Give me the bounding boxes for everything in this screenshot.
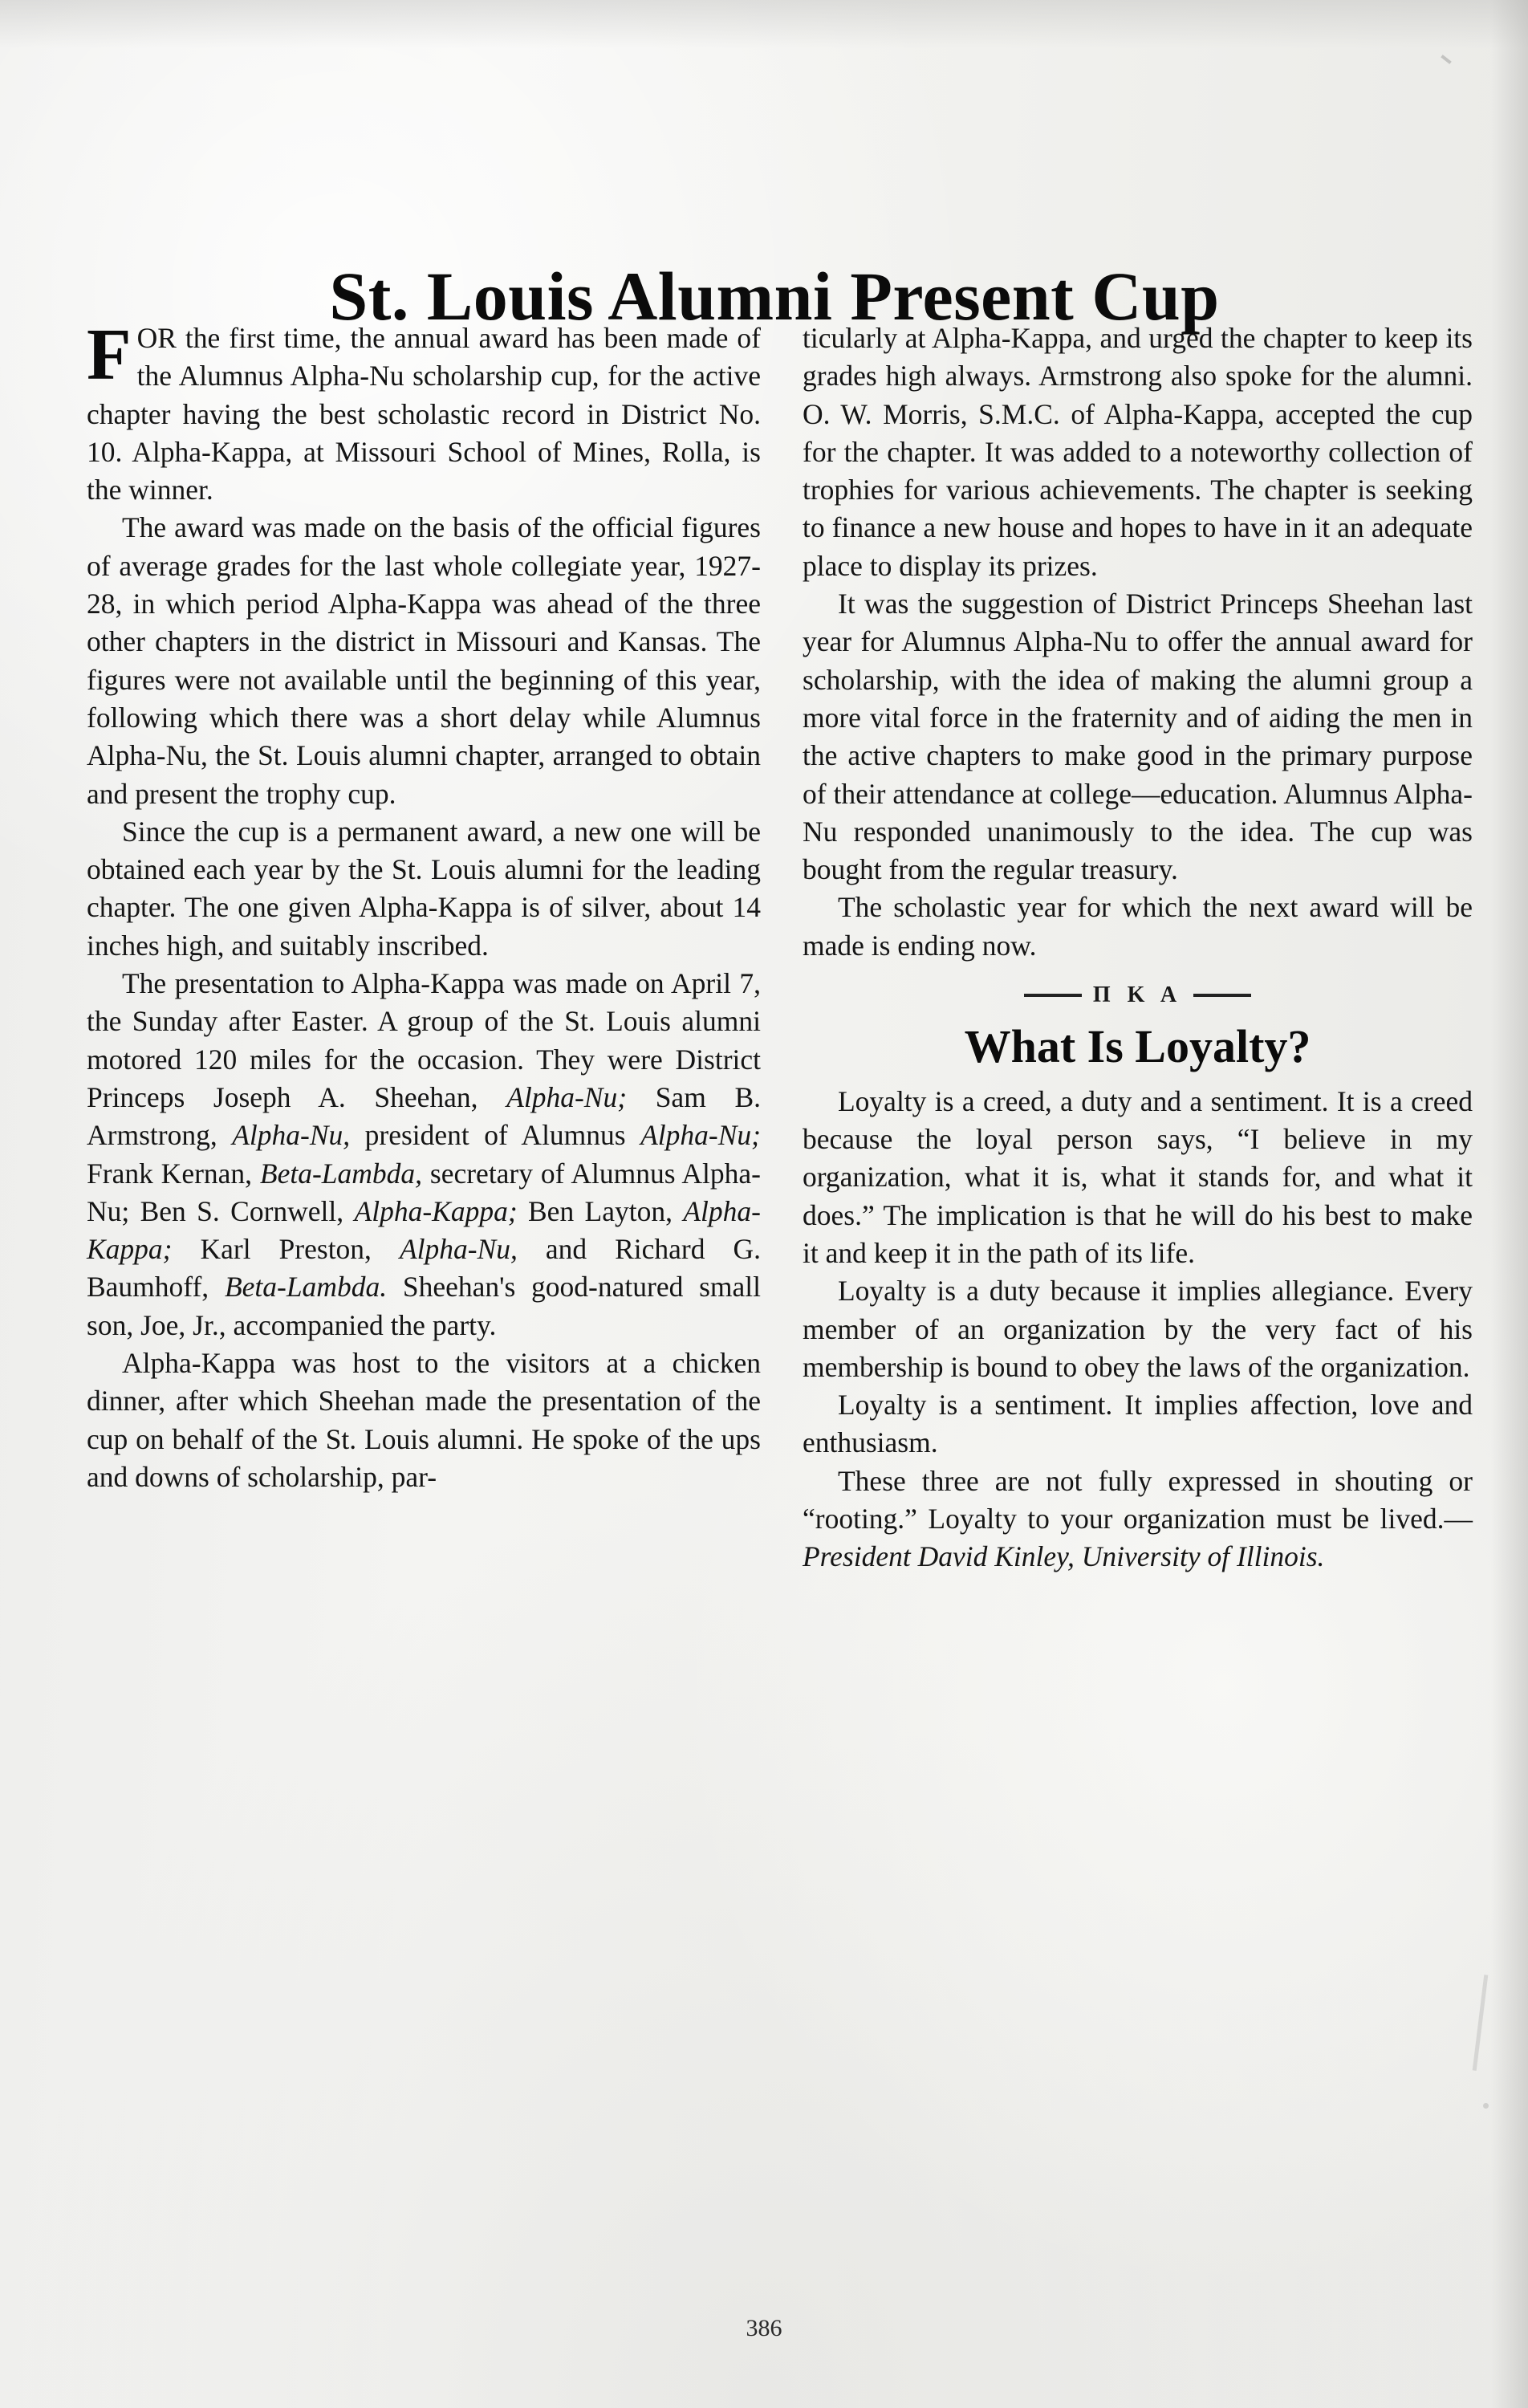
paragraph xyxy=(87,813,761,965)
paragraph-roster xyxy=(87,965,761,1344)
roster-lead-text: The presentation to Alpha-Kappa was made on April 7, the Sunday after Easter. A group of the St. Louis alumni motored 120 miles for the occasion. They were District Princeps Joseph A. Sheehan, xyxy=(87,967,761,1113)
chapter-name: Alpha-Nu; xyxy=(506,1080,628,1113)
divider-rule-left xyxy=(1024,994,1082,997)
scan-speck xyxy=(1483,2103,1489,2109)
article-column-left xyxy=(87,314,762,1496)
section-title-loyalty: What Is Loyalty? xyxy=(964,1020,1311,1073)
roster-text: Sheehan's good-natured small son, Joe, Jr., accompanied the party. xyxy=(87,1271,761,1341)
roster-text: Frank Kernan, xyxy=(87,1157,260,1190)
paragraph-text: The award was made on the basis of the official figures of average grades for the last whole collegiate year, 1927-28, in which period Alpha-Kappa was ahead of the three other chapters in the district in Missouri and Kansas. The figures were not available until the beginning of this year, following which there was a short delay while Alumnus Alpha-Nu, the St. Louis alumni chapter, arranged to obtain and present the trophy cup. xyxy=(87,511,761,810)
paragraph-closing xyxy=(87,1344,761,1496)
roster-text: Sam B. Armstrong, xyxy=(87,1080,761,1152)
article-column-right xyxy=(803,319,1473,1576)
roster-text: Ben Layton, xyxy=(517,1194,684,1227)
scan-shadow-right xyxy=(1491,0,1528,2408)
chapter-name: Alpha-Nu; xyxy=(640,1119,761,1152)
paragraph-text: ticularly at Alpha-Kappa, and urged the chapter to keep its grades high always. Armstrong also spoke for the alumni. O. W. Morris, S.M.C. of Alpha-Kappa, accepted the cup for the chapter. It was added to a noteworthy collection of trophies for various achievements. The chapter is seeking to finance a new house and hopes to have in it an adequate place to display its prizes. xyxy=(803,322,1473,582)
scan-speck xyxy=(1473,1975,1489,2071)
paragraph xyxy=(803,1083,1473,1272)
attribution-text: President David Kinley, University of Illinois. xyxy=(803,1540,1325,1573)
paragraph-text: It was the suggestion of District Princeps Sheehan last year for Alumnus Alpha-Nu to offer the annual award for scholarship, with the idea of making the alumni group a more vital force in the fraternity and of aiding the men in the active chapters to make good in the primary purpose of their attendance at college—education. Alumnus Alpha-Nu responded unanimously to the idea. The cup was bought from the regular treasury. xyxy=(803,588,1473,886)
paragraph-text: Loyalty is a duty because it implies allegiance. Every member of an organization by the very fact of his membership is bound to obey the laws of the organization. xyxy=(803,1275,1473,1383)
paragraph xyxy=(87,509,761,812)
scan-speck xyxy=(1441,55,1451,64)
paragraph-text: OR the first time, the annual award has been made of the Alumnus Alpha-Nu scholarship cup, for the active chapter having the best scholastic record in District No. 10. Alpha-Kappa, at Missouri School of Mines, Rolla, is the winner. xyxy=(87,322,761,506)
paragraph-lead xyxy=(87,314,761,509)
paragraph xyxy=(803,585,1473,889)
scan-shadow-top xyxy=(0,0,1528,48)
page-title: St. Louis Alumni Present Cup xyxy=(329,257,1220,335)
chapter-name: Beta-Lambda. xyxy=(224,1271,388,1304)
paragraph-attribution xyxy=(803,1462,1473,1576)
paragraph xyxy=(803,889,1473,965)
paragraph-text: Alpha-Kappa was host to the visitors at a chicken dinner, after which Sheehan made the presentation of the cup on behalf of the St. Louis alumni. He spoke of the ups and downs of scholarship, par- xyxy=(87,1347,761,1493)
roster-text: and Richard G. Baumhoff, xyxy=(87,1233,761,1304)
paragraph-text: Loyalty is a sentiment. It implies affection, love and enthusiasm. xyxy=(803,1389,1473,1459)
paragraph xyxy=(803,1386,1473,1462)
paragraph-text: These three are not fully expressed in shouting or “rooting.” Loyalty to your organization must be lived.— xyxy=(803,1464,1473,1536)
roster-text: secretary of Alumnus Alpha-Nu; Ben S. Cornwell, xyxy=(87,1157,762,1227)
paragraph-text: Since the cup is a permanent award, a new one will be obtained each year by the St. Louis alumni for the leading chapter. The one given Alpha-Kappa is of silver, about 14 inches high, and suitably inscribed. xyxy=(87,815,761,962)
drop-cap: F xyxy=(87,314,132,395)
paragraph-text: Loyalty is a creed, a duty and a sentiment. It is a creed because the loyal person says, “I believe in my organization, what it is, what it stands for, and what it does.” The implication is that he will do his best to make it and keep it in the path of its life. xyxy=(803,1084,1473,1269)
page-number: 386 xyxy=(746,2315,782,2341)
roster-text: Karl Preston, xyxy=(172,1233,400,1266)
divider-rule-right xyxy=(1193,994,1251,997)
chapter-name: Beta-Lambda, xyxy=(259,1157,423,1190)
chapter-name: Alpha-Kappa; xyxy=(87,1194,761,1266)
chapter-name: Alpha-Nu, xyxy=(232,1119,351,1152)
fraternity-letters: Π K A xyxy=(1092,982,1183,1008)
chapter-name: Alpha-Kappa; xyxy=(354,1194,518,1227)
chapter-name: Alpha-Nu, xyxy=(399,1233,518,1266)
paragraph-text: The scholastic year for which the next award will be made is ending now. xyxy=(803,891,1473,962)
roster-text: president of Alumnus xyxy=(350,1119,641,1152)
paragraph-continuation xyxy=(803,319,1473,585)
paragraph xyxy=(803,1272,1473,1386)
roster-segments xyxy=(87,1081,761,1341)
section-divider xyxy=(803,976,1473,1014)
